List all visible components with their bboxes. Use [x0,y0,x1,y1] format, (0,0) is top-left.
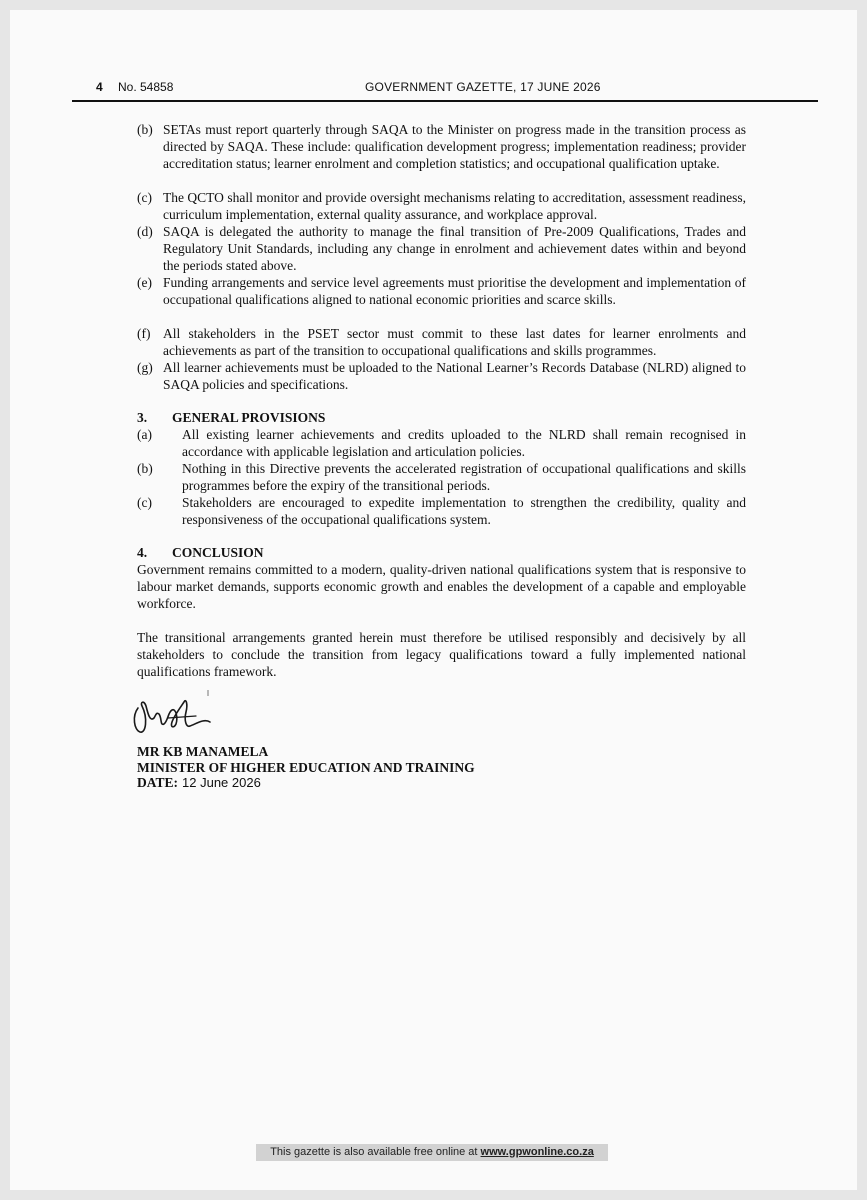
date-value: 12 June 2026 [182,775,261,790]
gazette-title: GOVERNMENT GAZETTE, 17 JUNE 2026 [365,80,601,94]
issue-number: No. 54858 [118,80,174,94]
item-label: (g) [137,360,153,375]
item-text: Stakeholders are encouraged to expedite implementation to strengthen the credibility, quality and responsiveness of the occupational qualifications system. [182,495,746,527]
signatory-name: MR KB MANAMELA [137,744,269,759]
item-text: All learner achievements must be uploaded to the National Learner’s Records Database (NLRD) aligned to SAQA policies and specifications. [163,360,746,392]
section-title: GENERAL PROVISIONS [172,410,326,425]
list-item [137,427,746,461]
section-number: 3. [137,410,148,425]
list-item [137,326,746,360]
list-item [137,461,746,495]
page-number: 4 [96,80,103,94]
footer-link[interactable]: www.gpwonline.co.za [480,1146,594,1158]
list-item [137,495,746,529]
list-item [137,190,746,224]
item-text: Funding arrangements and service level agreements must prioritise the development and implementation of occupational qualifications aligned to national economic priorities and scarce skills. [163,275,746,307]
page-header [72,78,818,102]
item-text: All stakeholders in the PSET sector must commit to these last dates for learner enrolments and achievements as part of the transition to occupational qualifications and skills programmes. [163,326,746,358]
signatory-position: MINISTER OF HIGHER EDUCATION AND TRAINING [137,760,475,775]
section-title: CONCLUSION [172,545,264,560]
item-text: All existing learner achievements and credits uploaded to the NLRD shall remain recognised in accordance with applicable legislation and articulation policies. [182,427,746,459]
list-item [137,275,746,309]
item-label: (a) [137,427,152,442]
item-label: (c) [137,495,152,510]
list-item [137,224,746,274]
item-text: The QCTO shall monitor and provide oversight mechanisms relating to accreditation, assessment readiness, curriculum implementation, external quality assurance, and workplace approval. [163,190,746,222]
item-label: (b) [137,461,153,476]
list-item [137,122,746,172]
paragraph: The transitional arrangements granted herein must therefore be utilised responsibly and decisively by all stakeholders to conclude the transition from legacy qualifications toward a fully implemented national qualifications framework. [137,630,746,679]
paragraph: Government remains committed to a modern, quality-driven national qualifications system that is responsive to labour market demands, supports economic growth and enables the development of a capable and employable workforce. [137,562,746,611]
item-label: (c) [137,190,152,205]
item-label: (d) [137,224,153,239]
section-heading [137,545,264,561]
date-label: DATE: [137,775,179,790]
section-number: 4. [137,545,148,560]
item-label: (f) [137,326,151,341]
section-heading [137,410,325,426]
item-text: SAQA is delegated the authority to manage the final transition of Pre-2009 Qualifications, Trades and Regulatory Unit Standards, including any change in enrolment and achievement dates within and beyond the periods stated above. [163,224,746,273]
item-label: (e) [137,275,152,290]
handwritten-signature [126,688,226,738]
item-text: SETAs must report quarterly through SAQA to the Minister on progress made in the transition process as directed by SAQA. These include: qualification development progress; implementation readiness; provider accreditation status; learner enrolment and completion statistics; and occupational qualification uptake. [163,122,746,171]
signature-date [137,775,261,791]
item-label: (b) [137,122,153,137]
item-text: Nothing in this Directive prevents the accelerated registration of occupational qualifications and skills programmes before the expiry of the transitional periods. [182,461,746,493]
footer-text: This gazette is also available free online at [270,1146,478,1158]
list-item [137,360,746,394]
footer-banner [256,1144,608,1161]
